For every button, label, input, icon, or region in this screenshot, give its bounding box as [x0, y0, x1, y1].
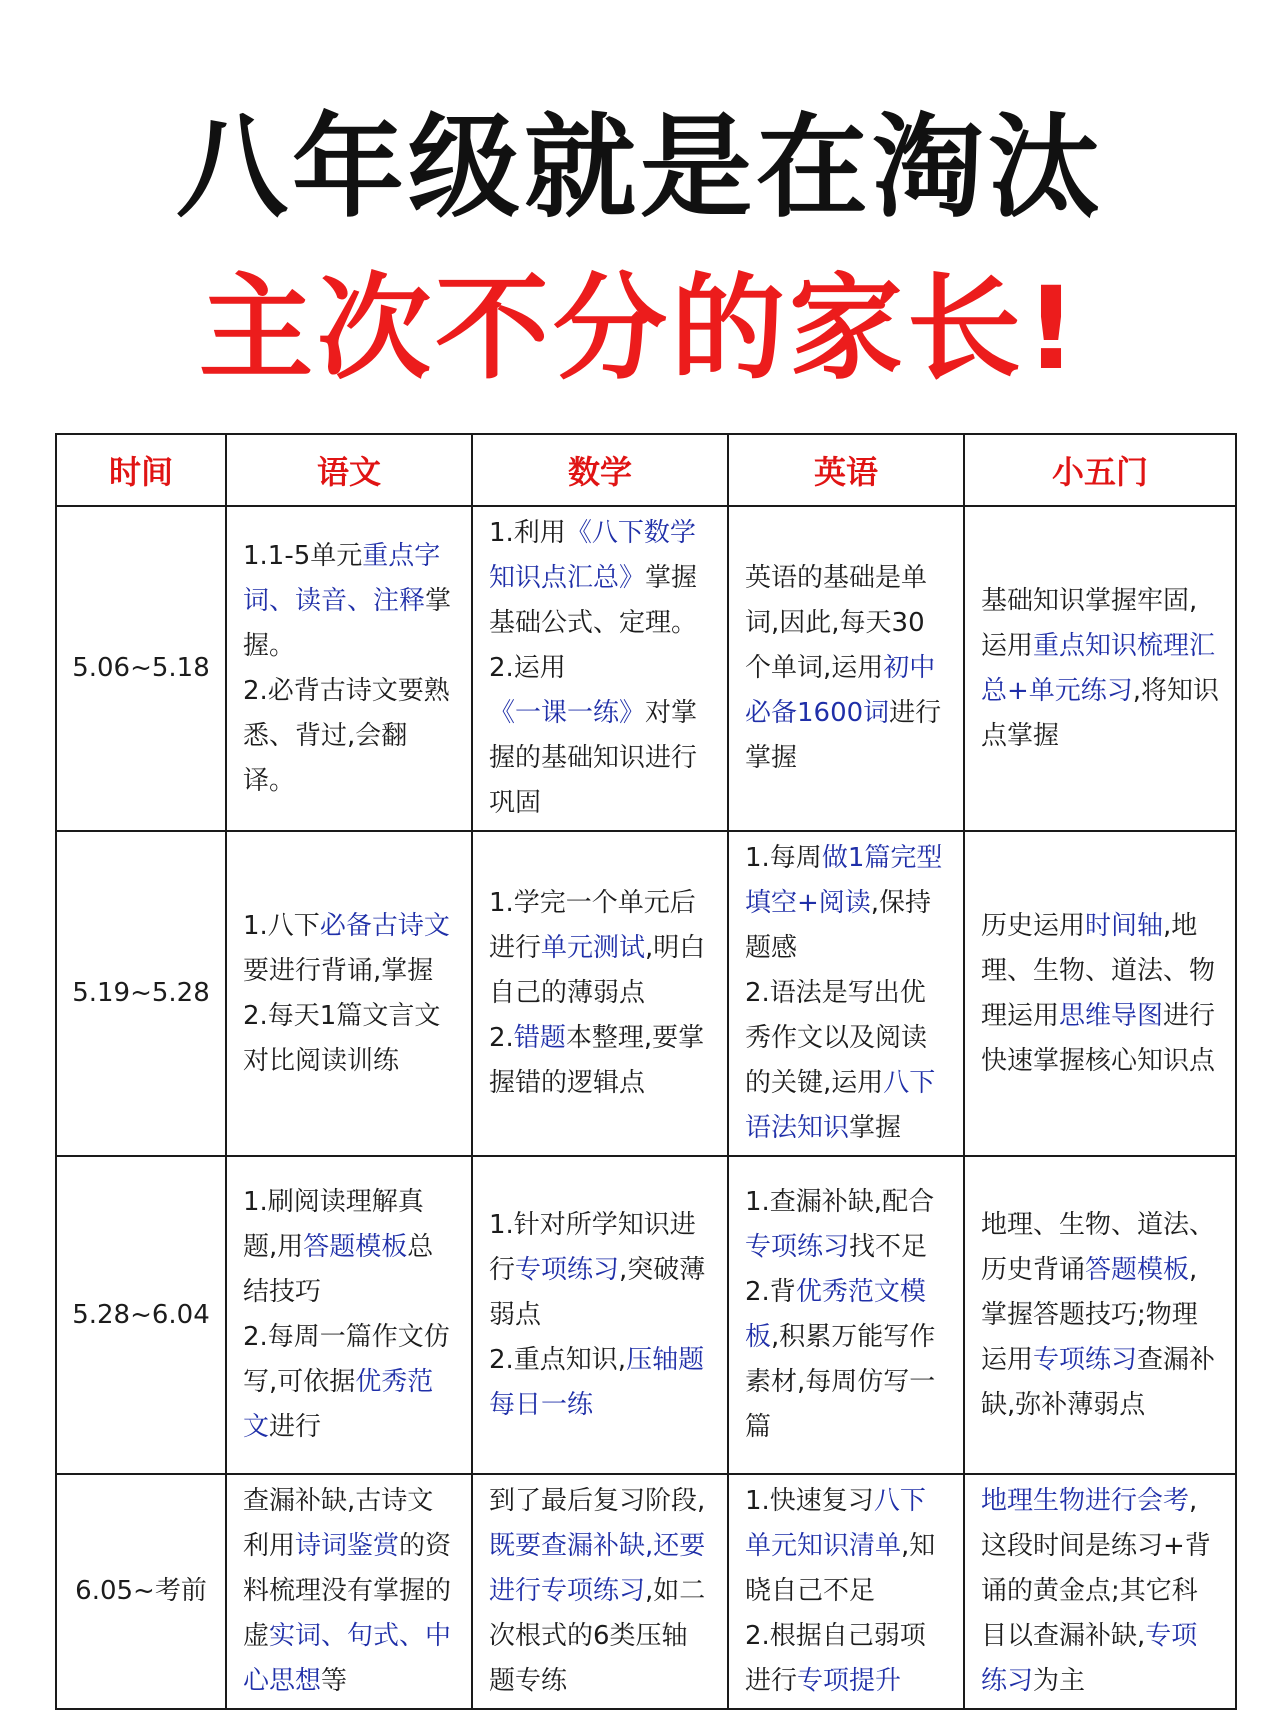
cell-text: 进行 [269, 1412, 322, 1442]
cell-text: ,保持题感 [745, 888, 932, 963]
minor-subjects-cell [964, 1474, 1236, 1709]
highlighted-text: 必备古诗文 [319, 910, 450, 941]
highlighted-text: 思维导图 [1059, 1000, 1164, 1031]
cell-text: 查漏补缺,弥补薄弱点 [981, 1344, 1216, 1420]
highlighted-text: 压轴题每日一练 [489, 1344, 705, 1420]
cell-text: 历史运用 [981, 910, 1086, 941]
cell-text: 2. [489, 1023, 514, 1053]
time-cell: 5.19~5.28 [56, 831, 226, 1156]
cell-text: 2.背 [745, 1277, 796, 1307]
cell-text: ,积累万能写作素材,每周仿写一篇 [745, 1322, 936, 1442]
cell-text: 总结技巧 [243, 1232, 434, 1307]
math-cell [472, 831, 728, 1156]
cell-text: 2.每天1篇文言文对比阅读训练 [243, 1000, 441, 1076]
cell-text: 的资料梳理没有掌握的虚 [243, 1531, 452, 1651]
cell-text: 进行掌握 [745, 698, 942, 773]
highlighted-text: 答题模板 [303, 1232, 408, 1262]
time-cell: 5.28~6.04 [56, 1156, 226, 1474]
cell-text: ,如二次根式的6类压轴题专练 [489, 1576, 706, 1696]
study-plan-table [55, 433, 1237, 1710]
highlighted-text: 单元测试 [541, 933, 646, 963]
cell-text: 掌握。 [243, 585, 452, 661]
time-cell: 5.06~5.18 [56, 506, 226, 831]
cell-text: 找不足 [849, 1232, 928, 1262]
minor-subjects-cell [964, 831, 1236, 1156]
cell-text: 2.运用 [489, 653, 566, 683]
highlighted-text: 既要查漏补缺,还要进行专项练习 [489, 1531, 706, 1606]
chinese-cell [226, 506, 472, 831]
cell-text: 1.1-5单元 [243, 540, 363, 571]
header-english: 英语 [728, 434, 964, 506]
cell-text: 1.每周 [745, 843, 822, 873]
highlighted-text: 初中必备1600词 [745, 653, 936, 728]
highlighted-text: 优秀范文 [243, 1367, 434, 1442]
math-cell [472, 1156, 728, 1474]
highlighted-text: 八下单元知识清单 [745, 1486, 926, 1561]
highlighted-text: 专项练习 [745, 1232, 850, 1262]
highlighted-text: 重点字词、读音、注释 [243, 540, 441, 616]
cell-text: ,突破薄弱点 [489, 1254, 706, 1330]
english-cell [728, 1156, 964, 1474]
english-cell [728, 506, 964, 831]
cell-text: 等 [321, 1666, 348, 1696]
math-cell [472, 506, 728, 831]
cell-text: 1.学完一个单元后进行 [489, 888, 696, 963]
cell-text: 1.快速复习 [745, 1486, 874, 1516]
cell-text: 查漏补缺,古诗文利用 [243, 1486, 434, 1561]
highlighted-text: 答题模板 [1085, 1254, 1190, 1285]
cell-text: 1.针对所学知识进行 [489, 1209, 696, 1285]
chinese-cell [226, 1156, 472, 1474]
cell-text: ,地理、生物、道法、物 [981, 910, 1216, 986]
cell-text: , [1189, 1254, 1198, 1285]
table-row [56, 1156, 1236, 1474]
cell-text: 对掌握的基础知识进行巩固 [489, 698, 698, 818]
cell-text: 到了最后复习阶段, [489, 1486, 706, 1516]
cell-text: 2.根据自己弱项进行 [745, 1621, 926, 1696]
highlighted-text: 诗词鉴赏 [295, 1531, 400, 1561]
cell-text: ,将知识点掌握 [981, 675, 1220, 751]
highlighted-text: 专项提升 [797, 1666, 902, 1696]
highlighted-text: 八下语法知识 [745, 1068, 936, 1143]
highlighted-text: 《八下数学知识点汇总》 [489, 518, 696, 593]
cell-text: 掌握 [849, 1113, 902, 1143]
page-title: 八年级就是在淘汰 [176, 103, 1104, 233]
chinese-cell [226, 831, 472, 1156]
cell-text: 2.每周一篇作文仿写,可依据 [243, 1322, 450, 1397]
chinese-cell [226, 1474, 472, 1709]
math-cell [472, 1474, 728, 1709]
cell-text: 进行快速掌握核心知识点 [981, 1000, 1216, 1076]
highlighted-text: 专项练习 [1033, 1344, 1138, 1375]
cell-text: ,知晓自己不足 [745, 1531, 936, 1606]
time-cell: 6.05~考前 [56, 1474, 226, 1709]
cell-text: 1.利用 [489, 518, 566, 548]
table-row [56, 831, 1236, 1156]
english-cell [728, 831, 964, 1156]
cell-text: 英语的基础是单词,因此,每天30个单词,运用 [745, 563, 928, 683]
cell-text: 理运用 [981, 1000, 1060, 1031]
cell-text: 掌握答题技巧;物理运用 [981, 1299, 1198, 1375]
highlighted-text: 专项练习 [515, 1254, 620, 1285]
highlighted-text: 优秀范文模板 [745, 1277, 926, 1352]
cell-text: 1.八下 [243, 910, 320, 941]
cell-text: 2.重点知识, [489, 1344, 627, 1375]
cell-text: 1.刷阅读理解真题,用 [243, 1187, 424, 1262]
cell-text: 2.语法是写出优秀作文以及阅读的关键,运用 [745, 978, 928, 1098]
cell-text: 为主 [1033, 1666, 1086, 1696]
cell-text: 掌握基础公式、定理。 [489, 563, 698, 638]
highlighted-text: 时间轴 [1085, 910, 1164, 941]
highlighted-text: 做1篇完型填空+阅读 [745, 843, 943, 918]
cell-text: 要进行背诵,掌握 [243, 955, 434, 986]
header-time: 时间 [56, 434, 226, 506]
page-subtitle: 主次不分的家长! [199, 262, 1081, 395]
cell-text: 1.查漏补缺,配合 [745, 1187, 935, 1217]
english-cell [728, 1474, 964, 1709]
table-header-row [56, 434, 1236, 506]
highlighted-text: 《一课一练》 [489, 698, 646, 728]
cell-text: 基础知识掌握牢固,运用 [981, 585, 1198, 661]
table-row [56, 506, 1236, 831]
highlighted-text: 地理生物进行会考 [981, 1486, 1190, 1516]
table-row [56, 1474, 1236, 1709]
minor-subjects-cell [964, 506, 1236, 831]
highlighted-text: 专项练习 [981, 1621, 1198, 1696]
minor-subjects-cell [964, 1156, 1236, 1474]
cell-text: 地理、生物、道法、历史背诵 [981, 1209, 1216, 1285]
cell-text: 2.必背古诗文要熟悉、背过,会翻译。 [243, 675, 450, 796]
highlighted-text: 错题 [513, 1023, 566, 1053]
cell-text: 本整理,要掌握错的逻辑点 [489, 1023, 705, 1098]
header-minor-subjects: 小五门 [964, 434, 1236, 506]
cell-text: ,这段时间是练习+背诵的黄金点;其它科目以查漏补缺, [981, 1486, 1211, 1651]
highlighted-text: 重点知识梳理汇总+单元练习 [981, 630, 1216, 706]
cell-text: ,明白自己的薄弱点 [489, 933, 706, 1008]
highlighted-text: 实词、句式、中心思想 [243, 1621, 452, 1696]
header-chinese: 语文 [226, 434, 472, 506]
header-math: 数学 [472, 434, 728, 506]
